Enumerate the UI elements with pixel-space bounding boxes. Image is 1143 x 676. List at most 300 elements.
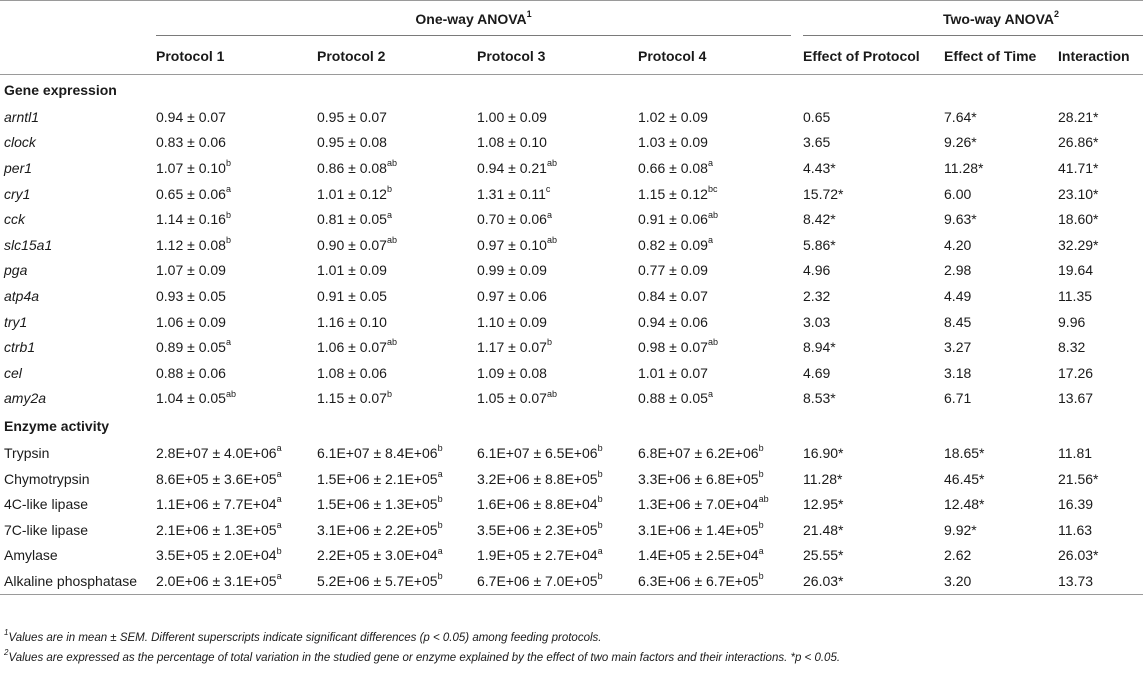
significance-letter: b [437,443,443,454]
variation-cell: 3.20 [944,572,972,589]
significance-letter: a [386,209,392,220]
table-row [0,334,1143,360]
significance-letter: a [437,468,443,479]
variation-cell: 12.48* [944,496,985,513]
protocol-cell [317,440,477,466]
variation-cell: 9.26* [944,134,977,151]
variation-cell: 8.32 [1058,339,1086,356]
cell-value: 1.04 ± 0.05 [156,390,226,407]
significance-letter: ab [386,235,397,246]
cell-value: 0.81 ± 0.05 [317,211,387,228]
protocol-cell [638,104,803,130]
row-label: atp4a [4,287,40,304]
cell-value: 1.07 ± 0.10 [156,159,226,176]
cell-value: 6.1E+07 ± 6.5E+06 [477,444,598,461]
table-row [0,568,1143,594]
cell-value: 1.5E+06 ± 1.3E+05 [317,496,438,513]
variation-cell: 9.96 [1058,313,1086,330]
two-way-anova-header: Two-way ANOVA$^2$ [803,1,1143,38]
variation-cell: 15.72* [803,185,844,202]
protocol-cell [638,232,803,258]
cell-value: 0.83 ± 0.06 [156,134,226,151]
table-row [0,130,1143,156]
protocol-cell [638,309,803,335]
protocol-cell [638,283,803,309]
significance-letter: bc [707,183,718,194]
table-row [0,517,1143,543]
variation-cell: 3.03 [803,313,831,330]
variation-cell: 21.48* [803,521,844,538]
cell-value: 1.01 ± 0.09 [317,262,387,279]
row-label: amy2a [4,390,47,407]
protocol-cell [638,360,803,386]
cell-value: 1.01 ± 0.12 [317,185,387,202]
cell-value: 0.97 ± 0.06 [477,287,547,304]
variation-cell: 8.42* [803,211,836,228]
significance-letter: b [758,571,764,582]
cell-value: 0.97 ± 0.10 [477,236,547,253]
cell-value: 1.1E+06 ± 7.7E+04 [156,496,277,513]
protocol-cell [477,440,638,466]
variation-cell: 2.32 [803,287,831,304]
variation-cell: 16.90* [803,444,844,461]
protocol-cell [156,232,317,258]
row-label: Chymotrypsin [4,470,90,487]
variation-cell: 8.45 [944,313,972,330]
cell-value: 1.09 ± 0.08 [477,364,547,381]
cell-value: 1.16 ± 0.10 [317,313,387,330]
cell-value: 0.89 ± 0.05 [156,339,226,356]
cell-value: 1.15 ± 0.12 [638,185,708,202]
cell-value: 0.84 ± 0.07 [638,287,708,304]
protocol-cell [477,360,638,386]
significance-letter: a [276,571,282,582]
protocol-cell [477,104,638,130]
variation-cell: 4.43* [803,159,836,176]
cell-value: 2.8E+07 ± 4.0E+06 [156,444,277,461]
table-row [0,543,1143,569]
protocol-cell [156,491,317,517]
significance-letter: b [437,494,443,505]
cell-value: 3.2E+06 ± 8.8E+05 [477,470,598,487]
row-label: Alkaline phosphatase [4,572,138,589]
protocol-cell [317,206,477,232]
significance-letter: a [225,337,231,348]
protocol-cell [317,543,477,569]
significance-letter: b [597,571,603,582]
variation-cell: 46.45* [944,470,985,487]
protocol-cell [156,466,317,492]
protocol-cell [638,543,803,569]
significance-letter: b [437,520,443,531]
table-row [0,466,1143,492]
variation-cell: 23.10* [1058,185,1099,202]
variation-cell: 13.67 [1058,390,1094,407]
variation-cell: 4.49 [944,287,972,304]
cell-value: 0.88 ± 0.05 [638,390,708,407]
protocol-cell [477,283,638,309]
variation-cell: 21.56* [1058,470,1099,487]
protocol-cell [317,258,477,284]
row-label: slc15a1 [4,236,53,253]
protocol-cell [477,334,638,360]
protocol-cell [156,309,317,335]
variation-cell: 11.35 [1058,287,1093,304]
protocol-cell [638,155,803,181]
significance-letter: b [386,388,392,399]
row-label: 4C-like lipase [4,496,89,513]
cell-value: 0.93 ± 0.05 [156,287,226,304]
table-row [0,360,1143,386]
protocol-cell [477,386,638,412]
variation-cell: 11.28* [803,470,843,487]
variation-cell: 26.03* [1058,547,1099,564]
significance-letter: a [758,545,764,556]
cell-value: 1.31 ± 0.11 [477,185,546,202]
significance-letter: b [225,235,231,246]
variation-cell: 16.39 [1058,496,1094,513]
protocol-cell [156,206,317,232]
row-label: cry1 [4,185,31,202]
cell-value: 1.4E+05 ± 2.5E+04 [638,547,759,564]
protocol-cell [477,543,638,569]
variation-cell: 11.63 [1058,521,1093,538]
protocol-cell [156,155,317,181]
cell-value: 1.3E+06 ± 7.0E+04 [638,496,759,513]
protocol-cell [477,466,638,492]
protocol-cell [638,334,803,360]
row-label: 7C-like lipase [4,521,89,538]
variation-cell: 6.00 [944,185,972,202]
variation-cell: 28.21* [1058,108,1099,125]
cell-value: 0.95 ± 0.07 [317,108,387,125]
cell-value: 1.06 ± 0.09 [156,313,226,330]
table-row [0,309,1143,335]
significance-letter: b [225,158,231,169]
section-row [0,411,1143,440]
section-row [0,75,1143,105]
cell-value: 3.5E+05 ± 2.0E+04 [156,547,277,564]
row-label: pga [4,262,28,279]
cell-value: 0.91 ± 0.06 [638,211,708,228]
significance-letter: a [276,468,282,479]
cell-value: 0.82 ± 0.09 [638,236,708,253]
protocol-cell [317,232,477,258]
variation-cell: 2.62 [944,547,972,564]
variation-cell: 18.60* [1058,211,1099,228]
protocol-cell [317,283,477,309]
protocol-cell [156,517,317,543]
variation-cell: 5.86* [803,236,836,253]
column-header: Protocol 4 [638,47,707,64]
variation-cell: 7.64* [944,108,977,125]
row-label: ctrb1 [4,339,36,356]
variation-cell: 41.71* [1058,159,1099,176]
variation-cell: 3.27 [944,339,972,356]
protocol-cell [638,386,803,412]
cell-value: 1.08 ± 0.10 [477,134,547,151]
cell-value: 1.5E+06 ± 2.1E+05 [317,470,438,487]
significance-letter: b [597,443,603,454]
variation-cell: 3.65 [803,134,831,151]
significance-letter: a [707,158,713,169]
protocol-cell [317,334,477,360]
significance-letter: a [707,235,713,246]
protocol-cell [156,440,317,466]
row-label: arntl1 [4,108,40,125]
significance-letter: ab [546,388,557,399]
significance-letter: b [597,520,603,531]
protocol-cell [156,360,317,386]
cell-value: 6.8E+07 ± 6.2E+06 [638,444,759,461]
significance-letter: a [546,209,552,220]
variation-cell: 8.53* [803,390,836,407]
table-row [0,440,1143,466]
group-header-row [0,1,1143,38]
cell-value: 6.1E+07 ± 8.4E+06 [317,444,438,461]
protocol-cell [477,309,638,335]
cell-value: 1.03 ± 0.09 [638,134,708,151]
row-label: clock [4,134,36,151]
cell-value: 1.01 ± 0.07 [638,364,708,381]
column-header: Protocol 3 [477,47,546,64]
protocol-cell [156,386,317,412]
column-header: Interaction [1058,47,1130,64]
cell-value: 1.17 ± 0.07 [477,339,547,356]
variation-cell: 19.64 [1058,262,1094,279]
cell-value: 1.07 ± 0.09 [156,262,226,279]
cell-value: 0.88 ± 0.06 [156,364,226,381]
cell-value: 0.94 ± 0.06 [638,313,708,330]
protocol-cell [156,258,317,284]
cell-value: 0.90 ± 0.07 [317,236,387,253]
cell-value: 0.94 ± 0.21 [477,159,547,176]
variation-cell: 6.71 [944,390,972,407]
protocol-cell [638,181,803,207]
table-row [0,206,1143,232]
table-row [0,155,1143,181]
significance-letter: ab [386,337,397,348]
protocol-cell [317,130,477,156]
cell-value: 1.9E+05 ± 2.7E+04 [477,547,598,564]
variation-cell: 18.65* [944,444,985,461]
protocol-cell [477,130,638,156]
significance-letter: a [437,545,443,556]
protocol-cell [317,466,477,492]
cell-value: 0.95 ± 0.08 [317,134,387,151]
table-row [0,258,1143,284]
cell-value: 3.1E+06 ± 1.4E+05 [638,521,759,538]
protocol-cell [317,360,477,386]
variation-cell: 25.55* [803,547,844,564]
protocol-cell [317,104,477,130]
table-row [0,491,1143,517]
protocol-cell [156,130,317,156]
table-row [0,232,1143,258]
significance-letter: ab [707,209,718,220]
column-header-row [0,37,1143,75]
significance-letter: ab [546,158,557,169]
variation-cell: 9.63* [944,211,977,228]
significance-letter: a [707,388,713,399]
row-label: Amylase [4,547,58,564]
variation-cell: 3.18 [944,364,972,381]
cell-value: 0.94 ± 0.07 [156,108,226,125]
protocol-cell [638,130,803,156]
row-label: cck [4,211,25,228]
protocol-cell [317,491,477,517]
cell-value: 3.3E+06 ± 6.8E+05 [638,470,759,487]
variation-cell: 8.94* [803,339,836,356]
protocol-cell [477,181,638,207]
significance-letter: ab [758,494,769,505]
significance-letter: a [597,545,603,556]
cell-value: 0.66 ± 0.08 [638,159,708,176]
protocol-cell [638,491,803,517]
variation-cell: 32.29* [1058,236,1099,253]
protocol-cell [638,440,803,466]
significance-letter: b [597,468,603,479]
cell-value: 0.99 ± 0.09 [477,262,547,279]
row-label: try1 [4,313,28,330]
variation-cell: 11.28* [944,159,984,176]
cell-value: 6.7E+06 ± 7.0E+05 [477,572,598,589]
protocol-cell [477,568,638,594]
protocol-cell [156,104,317,130]
significance-letter: a [276,494,282,505]
variation-cell: 0.65 [803,108,831,125]
protocol-cell [317,309,477,335]
protocol-cell [638,258,803,284]
protocol-cell [156,568,317,594]
one-way-anova-header: One-way ANOVA$^1$ [156,1,803,38]
significance-letter: ab [386,158,397,169]
protocol-cell [156,543,317,569]
footnotes [4,628,840,668]
cell-value: 1.14 ± 0.16 [156,211,226,228]
cell-value: 2.0E+06 ± 3.1E+05 [156,572,277,589]
cell-value: 0.65 ± 0.06 [156,185,226,202]
variation-cell: 17.26 [1058,364,1094,381]
cell-value: 5.2E+06 ± 5.7E+05 [317,572,438,589]
cell-value: 1.08 ± 0.06 [317,364,387,381]
cell-value: 0.91 ± 0.05 [317,287,387,304]
protocol-cell [477,258,638,284]
table-row [0,104,1143,130]
variation-cell: 9.92* [944,521,977,538]
protocol-cell [317,155,477,181]
protocol-cell [477,517,638,543]
cell-value: 0.98 ± 0.07 [638,339,708,356]
significance-letter: a [276,443,282,454]
table-body [0,75,1143,595]
variation-cell: 4.96 [803,262,831,279]
protocol-cell [638,206,803,232]
significance-letter: b [597,494,603,505]
section-title: Enzyme activity [4,417,110,434]
column-header: Effect of Time [944,47,1037,64]
variation-cell: 26.86* [1058,134,1099,151]
significance-letter: ab [707,337,718,348]
column-header: Protocol 1 [156,47,225,64]
variation-cell: 26.03* [803,572,844,589]
cell-value: 6.3E+06 ± 6.7E+05 [638,572,759,589]
cell-value: 2.1E+06 ± 1.3E+05 [156,521,277,538]
protocol-cell [317,181,477,207]
cell-value: 8.6E+05 ± 3.6E+05 [156,470,277,487]
table-row [0,283,1143,309]
cell-value: 1.00 ± 0.09 [477,108,547,125]
cell-value: 1.15 ± 0.07 [317,390,387,407]
variation-cell: 2.98 [944,262,972,279]
significance-letter: ab [546,235,557,246]
protocol-cell [477,232,638,258]
variation-cell: 4.20 [944,236,972,253]
variation-cell: 13.73 [1058,572,1094,589]
column-header: Protocol 2 [317,47,386,64]
protocol-cell [477,491,638,517]
table-row [0,181,1143,207]
cell-value: 1.6E+06 ± 8.8E+04 [477,496,598,513]
footnote: $^2$Values are expressed as the percentage of total variation in the studied gene or enzyme explained by the effect of two main factors and their interactions. *p < 0.05. [4,648,841,664]
protocol-cell [156,181,317,207]
significance-letter: ab [225,388,236,399]
protocol-cell [638,466,803,492]
significance-letter: b [758,468,764,479]
significance-letter: b [546,337,552,348]
cell-value: 3.5E+06 ± 2.3E+05 [477,521,598,538]
protocol-cell [638,568,803,594]
cell-value: 2.2E+05 ± 3.0E+04 [317,547,438,564]
column-header: Effect of Protocol [803,47,920,64]
significance-letter: b [437,571,443,582]
variation-cell: 4.69 [803,364,831,381]
protocol-cell [638,517,803,543]
cell-value: 1.12 ± 0.08 [156,236,226,253]
protocol-cell [317,386,477,412]
cell-value: 1.05 ± 0.07 [477,390,547,407]
significance-letter: c [545,183,551,194]
significance-letter: b [225,209,231,220]
protocol-cell [477,155,638,181]
cell-value: 1.02 ± 0.09 [638,108,708,125]
cell-value: 1.10 ± 0.09 [477,313,547,330]
protocol-cell [156,283,317,309]
cell-value: 0.70 ± 0.06 [477,211,547,228]
table-row [0,386,1143,412]
variation-cell: 11.81 [1058,444,1093,461]
protocol-cell [317,568,477,594]
cell-value: 0.77 ± 0.09 [638,262,708,279]
significance-letter: b [758,520,764,531]
significance-letter: b [386,183,392,194]
row-label: per1 [4,159,33,176]
cell-value: 3.1E+06 ± 2.2E+05 [317,521,438,538]
row-label: Trypsin [4,444,50,461]
protocol-cell [156,334,317,360]
significance-letter: a [225,183,231,194]
section-title: Gene expression [4,81,117,98]
protocol-cell [477,206,638,232]
cell-value: 0.86 ± 0.08 [317,159,387,176]
significance-letter: b [276,545,282,556]
variation-cell: 12.95* [803,496,844,513]
protocol-cell [317,517,477,543]
significance-letter: a [276,520,282,531]
row-label: cel [4,364,22,381]
footnote: $^1$Values are in mean ± SEM. Different superscripts indicate significant differences (p < 0.05) among feeding protocols. [4,628,602,644]
significance-letter: b [758,443,764,454]
